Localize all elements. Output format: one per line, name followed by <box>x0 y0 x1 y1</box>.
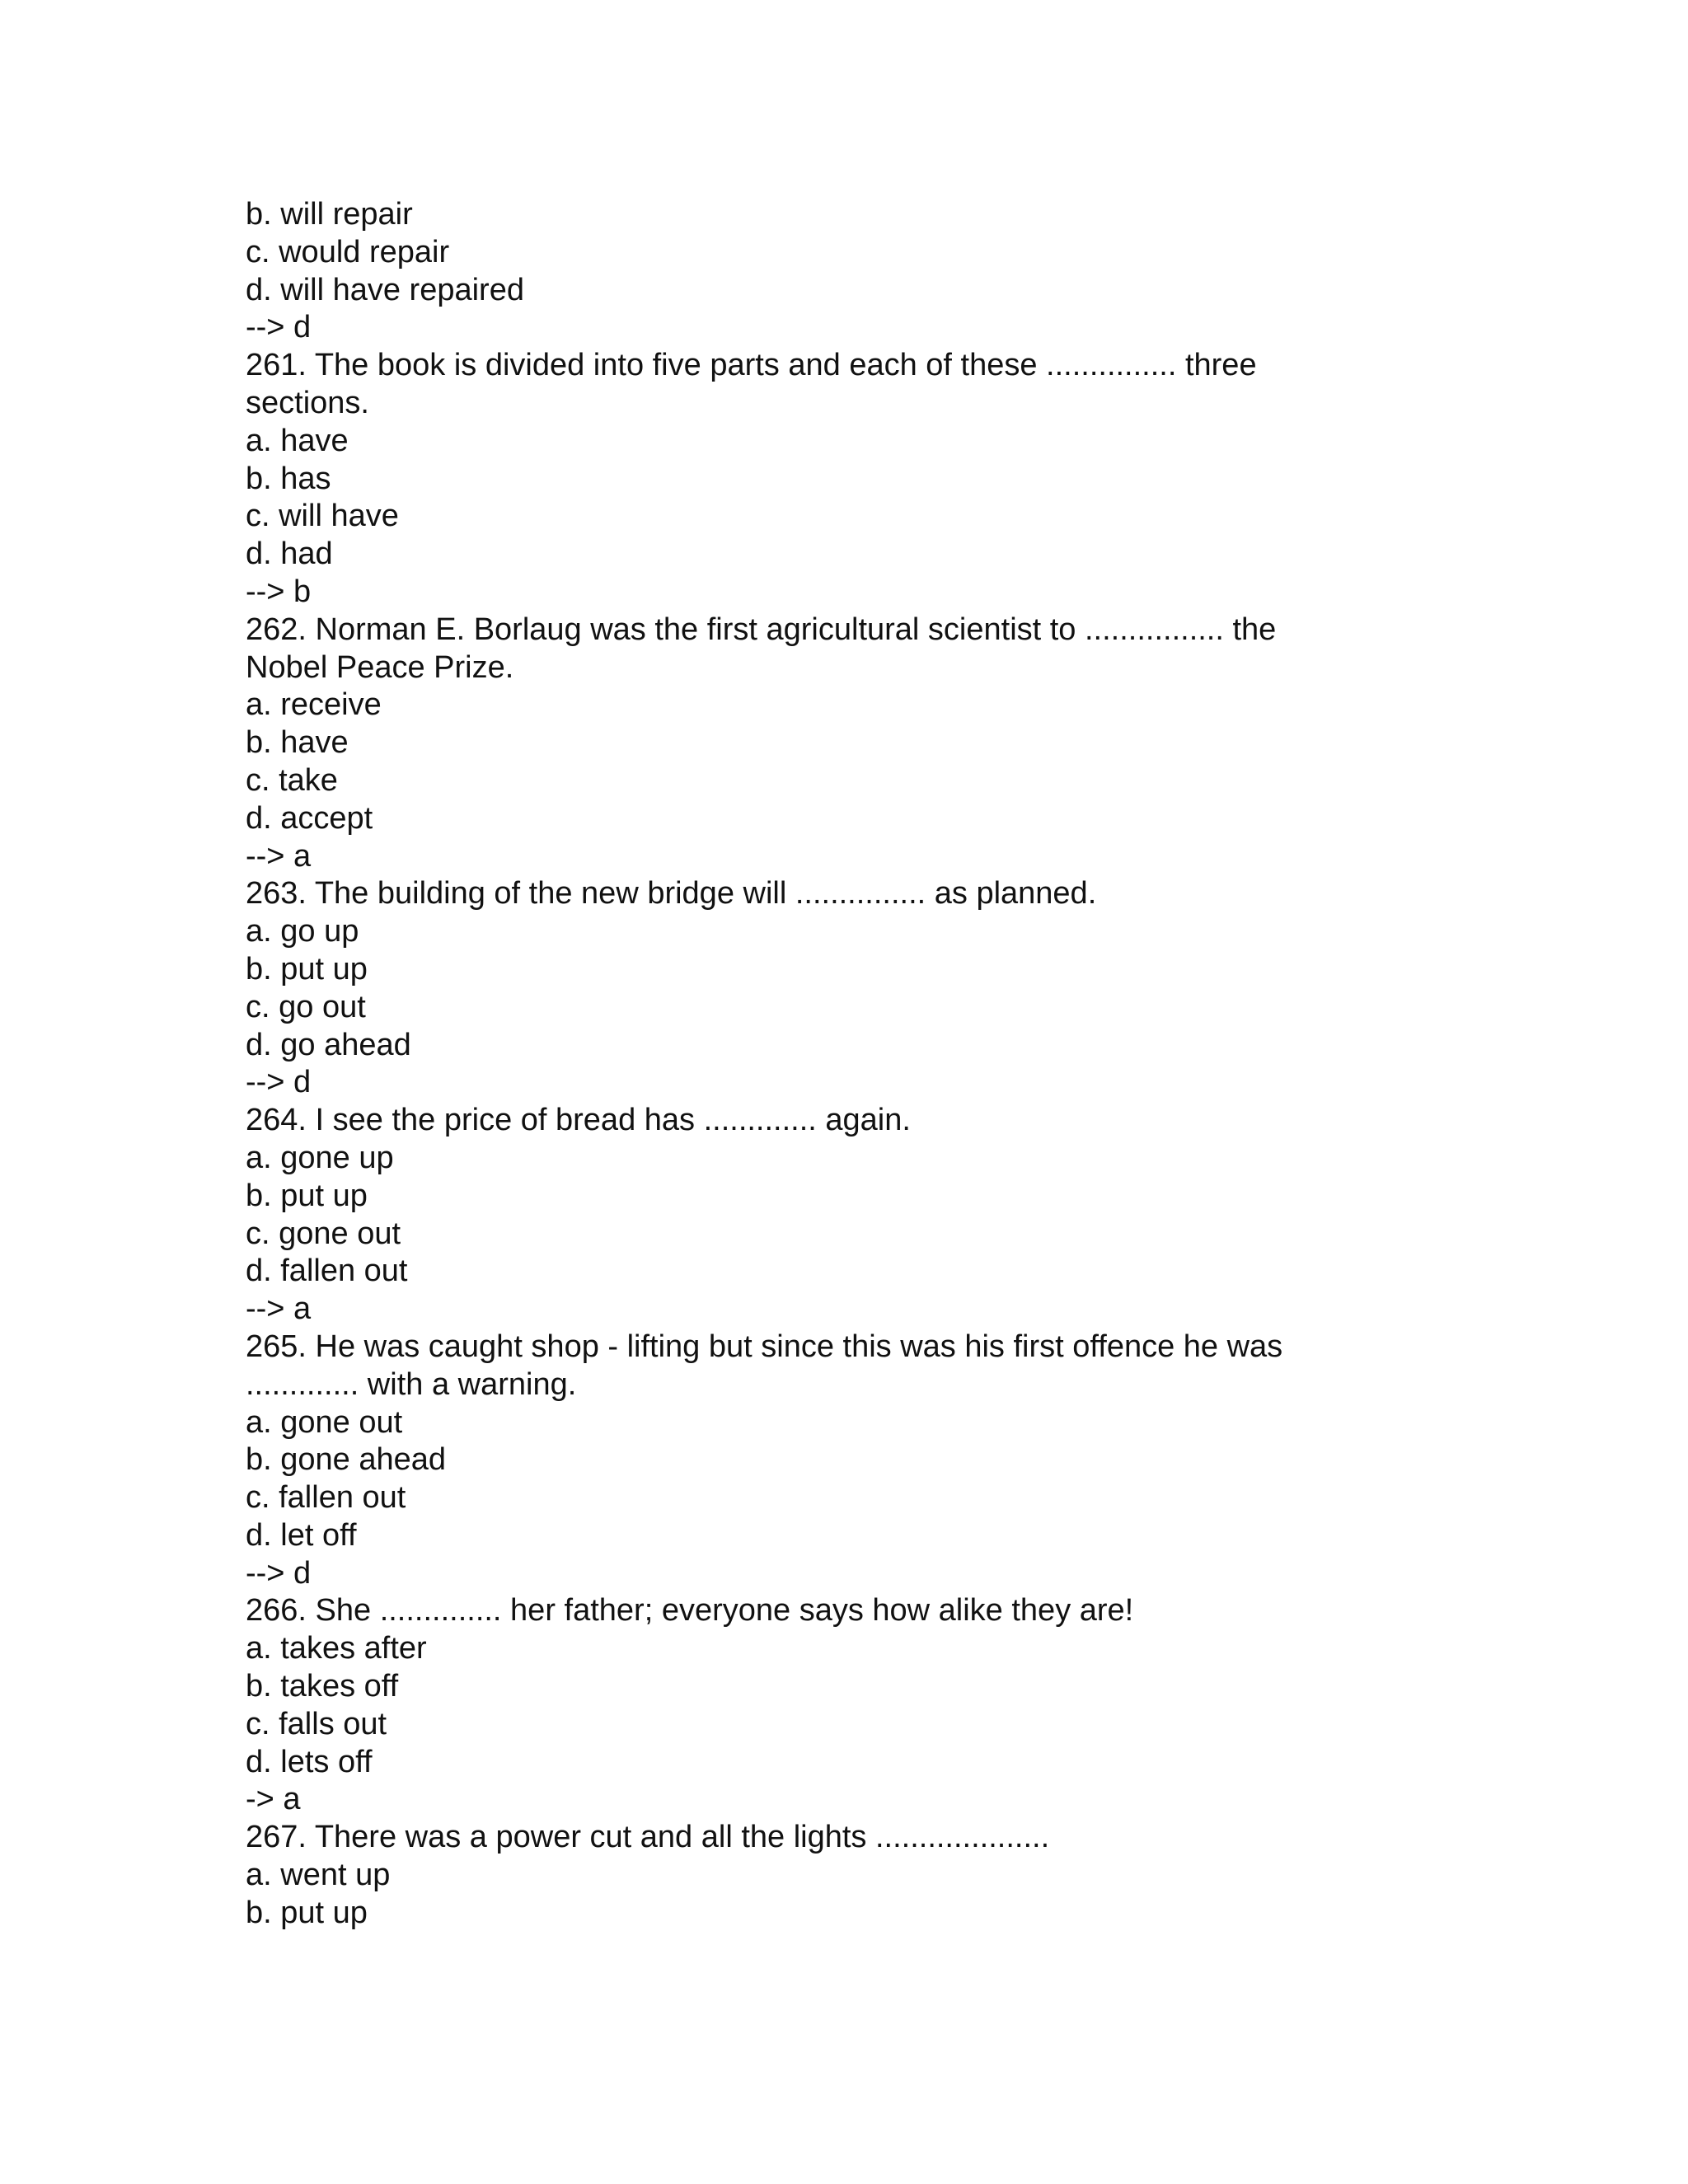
option-line: b. have <box>246 725 349 761</box>
option-line: c. gone out <box>246 1216 401 1251</box>
answer-line: --> d <box>246 1555 312 1591</box>
option-line: d. let off <box>246 1517 357 1553</box>
option-line: c. fallen out <box>246 1480 406 1516</box>
option-line: c. go out <box>246 989 366 1024</box>
question-line: 265. He was caught shop - lifting but since this was his first offence he was <box>246 1329 1283 1364</box>
answer-line: --> a <box>246 838 312 874</box>
option-line: a. have <box>246 423 349 458</box>
text-line: c. would repair <box>246 234 450 269</box>
option-line: d. lets off <box>246 1744 373 1779</box>
option-line: a. gone out <box>246 1404 403 1440</box>
question-line: 261. The book is divided into five parts and each of these ............... three <box>246 348 1257 383</box>
option-line: a. gone up <box>246 1140 394 1175</box>
option-line: d. accept <box>246 800 373 836</box>
option-line: b. has <box>246 461 331 496</box>
document-body <box>246 196 1400 1933</box>
option-line: c. take <box>246 762 338 798</box>
answer-line: --> d <box>246 1065 312 1100</box>
option-line: b. put up <box>246 1895 368 1930</box>
option-line: a. go up <box>246 914 359 949</box>
option-line: a. went up <box>246 1858 391 1893</box>
option-line: a. takes after <box>246 1631 427 1666</box>
option-line: a. receive <box>246 687 382 723</box>
option-line: b. gone ahead <box>246 1442 447 1478</box>
question-line: 266. She .............. her father; everyone says how alike they are! <box>246 1593 1134 1629</box>
answer-line: -> a <box>246 1782 301 1817</box>
option-line: b. put up <box>246 1178 368 1213</box>
question-line: 262. Norman E. Borlaug was the first agricultural scientist to ................ the <box>246 612 1277 647</box>
question-line: 264. I see the price of bread has ............. again. <box>246 1103 911 1138</box>
text-line: b. will repair <box>246 197 413 232</box>
answer-line: --> d <box>246 310 312 345</box>
text-line: ............. with a warning. <box>246 1366 577 1402</box>
answer-line: --> b <box>246 574 312 609</box>
option-line: b. takes off <box>246 1669 399 1704</box>
text-line: sections. <box>246 385 369 420</box>
option-line: d. fallen out <box>246 1254 408 1289</box>
text-line: d. will have repaired <box>246 272 524 307</box>
question-line: 263. The building of the new bridge will ............... as planned. <box>246 876 1097 912</box>
option-line: d. go ahead <box>246 1027 411 1062</box>
question-line: 267. There was a power cut and all the lights .................... <box>246 1820 1050 1855</box>
option-line: c. will have <box>246 499 399 534</box>
answer-line: --> a <box>246 1291 312 1327</box>
option-line: b. put up <box>246 951 368 987</box>
text-line: Nobel Peace Prize. <box>246 649 514 685</box>
option-line: d. had <box>246 537 333 572</box>
option-line: c. falls out <box>246 1706 387 1741</box>
